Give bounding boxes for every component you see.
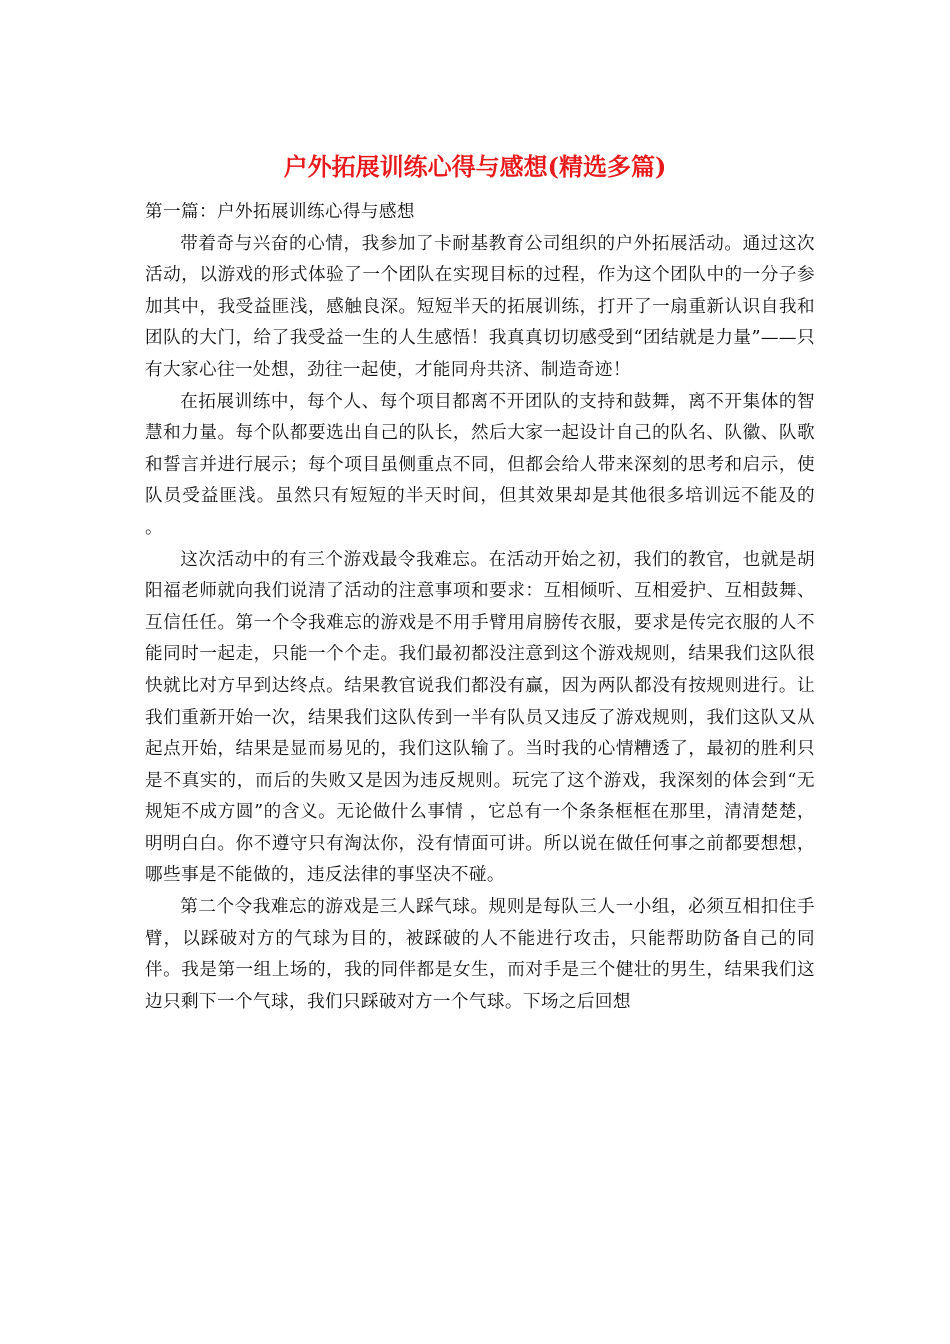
- paragraph-2: 在拓展训练中，每个人、每个项目都离不开团队的支持和鼓舞，离不开集体的智慧和力量。每个队都要选出自己的队长，然后大家一起设计自己的队名、队徽、队歌和誓言并进行展示；每个项目虽侧重点不同，但都会给人带来深刻的思考和启示，使队员受益匪浅。虽然只有短短的半天时间，但其效果却是其他很多培训远不能及的 。: [145, 391, 815, 538]
- document-title: 户外拓展训练心得与感想(精选多篇): [283, 152, 667, 181]
- paragraph-3: 这次活动中的有三个游戏最令我难忘。在活动开始之初，我们的教官，也就是胡阳福老师就向我们说清了活动的注意事项和要求：互相倾听、互相爱护、互相鼓舞、互信任任。第一个令我难忘的游戏是不用手臂用肩膀传衣服，要求是传完衣服的人不能同时一起走，只能一个个走。我们最初都没注意到这个游戏规则，结果我们这队很快就比对方早到达终点。结果教官说我们都没有赢，因为两队都没有按规则进行。让我们重新开始一次，结果我们这队传到一半有队员又违反了游戏规则，我们这队又从起点开始，结果是显而易见的，我们这队输了。当时我的心情糟透了，最初的胜利只是不真实的，而后的失败又是因为违反规则。玩完了这个游戏，我深刻的体会到“无规矩不成方圆”的含义。无论做什么事情 ，它总有一个条条框框在那里，清清楚楚，明明白白。你不遵守只有淘汰你，没有情面可讲。所以说在做任何事之前都要想想，哪些事是不能做的，违反法律的事坚决不碰。: [145, 549, 815, 886]
- document-body: [145, 197, 815, 1018]
- paragraph-4: 第二个令我难忘的游戏是三人踩气球。规则是每队三人一小组，必须互相扣住手臂，以踩破对方的气球为目的，被踩破的人不能进行攻击，只能帮助防备自己的同伴。我是第一组上场的，我的同伴都是女生，而对手是三个健壮的男生，结果我们这边只剩下一个气球，我们只踩破对方一个气球。下场之后回想: [145, 897, 815, 1012]
- section-heading: 第一篇：户外拓展训练心得与感想: [145, 202, 415, 222]
- paragraph-1: 带着奇与兴奋的心情，我参加了卡耐基教育公司组织的户外拓展活动。通过这次活动，以游戏的形式体验了一个团队在实现目标的过程，作为这个团队中的一分子参加其中，我受益匪浅，感触良深。短短半天的拓展训练，打开了一扇重新认识自我和团队的大门，给了我受益一生的人生感悟！我真真切切感受到“团结就是力量”——只有大家心往一处想，劲往一起使，才能同舟共济、制造奇迹！: [145, 233, 815, 380]
